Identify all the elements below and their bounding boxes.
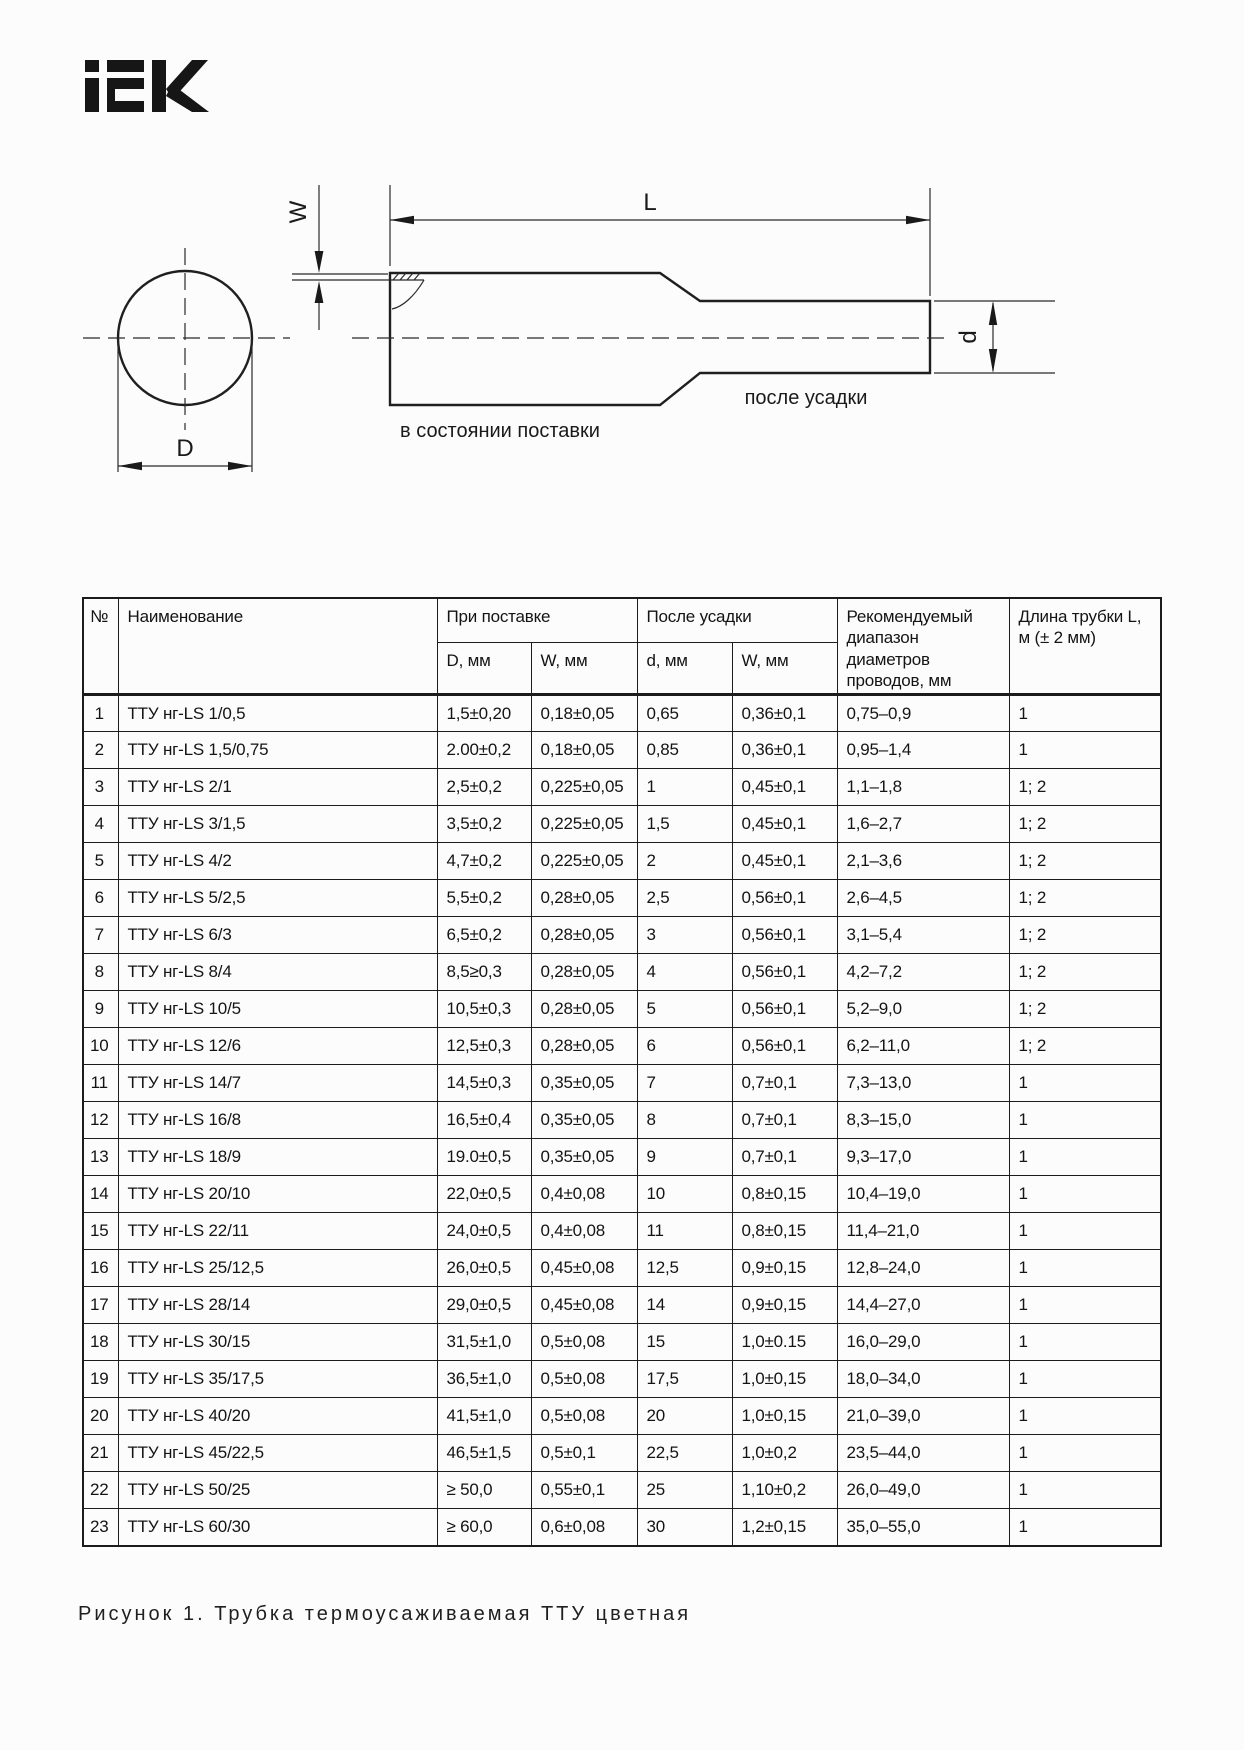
cell-w-supply: 0,5±0,08: [531, 1324, 637, 1361]
cell-w-supply: 0,5±0,1: [531, 1435, 637, 1472]
cell-length: 1: [1009, 1361, 1161, 1398]
cell-d-supply: 12,5±0,3: [437, 1028, 531, 1065]
header-range: Рекомендуемый диапазон диаметров проводов, мм: [837, 598, 1009, 695]
cell-range: 12,8–24,0: [837, 1250, 1009, 1287]
cell-name: ТТУ нг-LS 16/8: [118, 1102, 437, 1139]
header-after-group: После усадки: [637, 598, 837, 643]
cell-w-supply: 0,35±0,05: [531, 1065, 637, 1102]
cell-w-supply: 0,5±0,08: [531, 1398, 637, 1435]
cell-d-supply: 4,7±0,2: [437, 843, 531, 880]
cell-w-supply: 0,225±0,05: [531, 806, 637, 843]
cell-d-after: 9: [637, 1139, 732, 1176]
cell-length: 1: [1009, 1287, 1161, 1324]
arrow-up-icon: [989, 301, 997, 325]
cell-num: 23: [83, 1509, 118, 1546]
cell-w-after: 1,0±0,15: [732, 1398, 837, 1435]
cell-length: 1: [1009, 1472, 1161, 1509]
cell-length: 1; 2: [1009, 843, 1161, 880]
cell-name: ТТУ нг-LS 30/15: [118, 1324, 437, 1361]
logo-i-dot: [85, 60, 99, 72]
cell-num: 16: [83, 1250, 118, 1287]
cell-w-after: 0,45±0,1: [732, 806, 837, 843]
cell-length: 1: [1009, 1435, 1161, 1472]
table-row: [83, 1509, 1161, 1546]
cell-length: 1: [1009, 1398, 1161, 1435]
cell-range: 26,0–49,0: [837, 1472, 1009, 1509]
cell-d-after: 6: [637, 1028, 732, 1065]
cell-range: 2,1–3,6: [837, 843, 1009, 880]
arrow-up-icon: [315, 281, 324, 303]
cell-length: 1; 2: [1009, 1028, 1161, 1065]
cell-d-after: 15: [637, 1324, 732, 1361]
table-row: [83, 1102, 1161, 1139]
cell-num: 12: [83, 1102, 118, 1139]
cell-length: 1: [1009, 695, 1161, 732]
cell-w-supply: 0,35±0,05: [531, 1102, 637, 1139]
logo-e-top: [107, 60, 144, 72]
header-name: Наименование: [118, 598, 437, 695]
cell-w-supply: 0,28±0,05: [531, 954, 637, 991]
cell-w-after: 0,7±0,1: [732, 1065, 837, 1102]
cell-w-supply: 0,225±0,05: [531, 769, 637, 806]
cell-d-after: 11: [637, 1213, 732, 1250]
cell-num: 5: [83, 843, 118, 880]
cell-name: ТТУ нг-LS 40/20: [118, 1398, 437, 1435]
cell-w-supply: 0,4±0,08: [531, 1213, 637, 1250]
cell-d-supply: ≥ 60,0: [437, 1509, 531, 1546]
cell-length: 1: [1009, 1250, 1161, 1287]
cell-range: 0,95–1,4: [837, 732, 1009, 769]
cell-name: ТТУ нг-LS 3/1,5: [118, 806, 437, 843]
cell-w-supply: 0,4±0,08: [531, 1176, 637, 1213]
cell-length: 1: [1009, 1213, 1161, 1250]
cell-w-after: 0,7±0,1: [732, 1102, 837, 1139]
cell-d-supply: 14,5±0,3: [437, 1065, 531, 1102]
cell-d-supply: 22,0±0,5: [437, 1176, 531, 1213]
cell-w-supply: 0,28±0,05: [531, 991, 637, 1028]
cell-range: 18,0–34,0: [837, 1361, 1009, 1398]
cell-w-supply: 0,28±0,05: [531, 880, 637, 917]
cell-num: 17: [83, 1287, 118, 1324]
cell-d-supply: 8,5≥0,3: [437, 954, 531, 991]
cell-num: 2: [83, 732, 118, 769]
cell-name: ТТУ нг-LS 18/9: [118, 1139, 437, 1176]
cell-d-supply: 24,0±0,5: [437, 1213, 531, 1250]
cell-d-after: 4: [637, 954, 732, 991]
cell-w-after: 1,0±0,2: [732, 1435, 837, 1472]
table-row: [83, 1139, 1161, 1176]
cell-name: ТТУ нг-LS 20/10: [118, 1176, 437, 1213]
cell-d-supply: 46,5±1,5: [437, 1435, 531, 1472]
cell-name: ТТУ нг-LS 45/22,5: [118, 1435, 437, 1472]
cell-num: 14: [83, 1176, 118, 1213]
header-w-supply: W, мм: [531, 643, 637, 695]
cell-d-after: 8: [637, 1102, 732, 1139]
label-after-shrink: после усадки: [744, 387, 868, 409]
cell-range: 9,3–17,0: [837, 1139, 1009, 1176]
cell-d-after: 0,65: [637, 695, 732, 732]
cell-w-after: 0,45±0,1: [732, 843, 837, 880]
cell-d-after: 2: [637, 843, 732, 880]
cell-d-after: 20: [637, 1398, 732, 1435]
logo-i-stem: [85, 78, 99, 112]
cell-name: ТТУ нг-LS 1/0,5: [118, 695, 437, 732]
cell-name: ТТУ нг-LS 5/2,5: [118, 880, 437, 917]
cell-range: 35,0–55,0: [837, 1509, 1009, 1546]
cell-w-supply: 0,28±0,05: [531, 917, 637, 954]
cell-range: 2,6–4,5: [837, 880, 1009, 917]
cell-range: 0,75–0,9: [837, 695, 1009, 732]
table-row: [83, 806, 1161, 843]
cell-w-after: 0,9±0,15: [732, 1287, 837, 1324]
cell-length: 1; 2: [1009, 954, 1161, 991]
header-length: Длина трубки L, м (± 2 мм): [1009, 598, 1161, 695]
cell-num: 3: [83, 769, 118, 806]
header-supply-group: При поставке: [437, 598, 637, 643]
cell-num: 6: [83, 880, 118, 917]
cell-d-after: 7: [637, 1065, 732, 1102]
cell-range: 8,3–15,0: [837, 1102, 1009, 1139]
table-row: [83, 1361, 1161, 1398]
header-num: №: [83, 598, 118, 695]
logo-e-bottom: [107, 101, 144, 112]
wall-hatch: [392, 273, 424, 309]
dim-label-d-small: d: [955, 330, 982, 344]
cell-d-after: 3: [637, 917, 732, 954]
cell-range: 11,4–21,0: [837, 1213, 1009, 1250]
cell-name: ТТУ нг-LS 4/2: [118, 843, 437, 880]
arrow-right-icon: [906, 216, 930, 224]
table-row: [83, 1028, 1161, 1065]
cell-d-supply: 19.0±0,5: [437, 1139, 531, 1176]
cell-range: 5,2–9,0: [837, 991, 1009, 1028]
cell-name: ТТУ нг-LS 2/1: [118, 769, 437, 806]
cell-w-after: 0,36±0,1: [732, 695, 837, 732]
table-row: [83, 1287, 1161, 1324]
cell-num: 15: [83, 1213, 118, 1250]
arrow-down-icon: [315, 251, 324, 273]
table-row: [83, 1213, 1161, 1250]
cell-d-after: 30: [637, 1509, 732, 1546]
cell-num: 19: [83, 1361, 118, 1398]
cell-d-supply: 2.00±0,2: [437, 732, 531, 769]
cell-name: ТТУ нг-LS 6/3: [118, 917, 437, 954]
logo-e-mid: [107, 78, 144, 89]
cell-w-after: 0,8±0,15: [732, 1176, 837, 1213]
cell-w-supply: 0,45±0,08: [531, 1287, 637, 1324]
cell-w-after: 0,9±0,15: [732, 1250, 837, 1287]
cell-name: ТТУ нг-LS 25/12,5: [118, 1250, 437, 1287]
logo-k-stem: [152, 60, 166, 112]
cell-name: ТТУ нг-LS 8/4: [118, 954, 437, 991]
table-header: [83, 598, 1161, 695]
cell-length: 1: [1009, 1102, 1161, 1139]
table-row: [83, 843, 1161, 880]
cell-w-supply: 0,45±0,08: [531, 1250, 637, 1287]
cell-range: 23,5–44,0: [837, 1435, 1009, 1472]
cell-w-after: 0,7±0,1: [732, 1139, 837, 1176]
cell-d-after: 12,5: [637, 1250, 732, 1287]
cell-num: 21: [83, 1435, 118, 1472]
cell-range: 3,1–5,4: [837, 917, 1009, 954]
cell-name: ТТУ нг-LS 28/14: [118, 1287, 437, 1324]
cell-w-supply: 0,18±0,05: [531, 695, 637, 732]
cell-range: 4,2–7,2: [837, 954, 1009, 991]
cell-d-after: 10: [637, 1176, 732, 1213]
cell-d-supply: 3,5±0,2: [437, 806, 531, 843]
logo-k-lower-arm: [166, 84, 209, 112]
cell-w-supply: 0,18±0,05: [531, 732, 637, 769]
table-row: [83, 1176, 1161, 1213]
table-row: [83, 1250, 1161, 1287]
cell-num: 20: [83, 1398, 118, 1435]
table-row: [83, 1324, 1161, 1361]
table-row: [83, 991, 1161, 1028]
cell-name: ТТУ нг-LS 22/11: [118, 1213, 437, 1250]
cell-num: 7: [83, 917, 118, 954]
cell-range: 7,3–13,0: [837, 1065, 1009, 1102]
cell-d-after: 2,5: [637, 880, 732, 917]
cell-range: 16,0–29,0: [837, 1324, 1009, 1361]
cell-length: 1: [1009, 1509, 1161, 1546]
cell-w-after: 0,36±0,1: [732, 732, 837, 769]
cell-num: 22: [83, 1472, 118, 1509]
table-row: [83, 695, 1161, 732]
cell-length: 1; 2: [1009, 769, 1161, 806]
dimension-diagram: [0, 150, 1244, 500]
cell-w-after: 0,56±0,1: [732, 880, 837, 917]
cell-d-after: 0,85: [637, 732, 732, 769]
cell-w-supply: 0,5±0,08: [531, 1361, 637, 1398]
cell-d-after: 25: [637, 1472, 732, 1509]
cell-w-supply: 0,28±0,05: [531, 1028, 637, 1065]
cell-length: 1: [1009, 1139, 1161, 1176]
cell-length: 1; 2: [1009, 991, 1161, 1028]
cell-num: 4: [83, 806, 118, 843]
cell-d-after: 1,5: [637, 806, 732, 843]
spec-table: [82, 597, 1162, 1547]
cell-d-supply: ≥ 50,0: [437, 1472, 531, 1509]
iek-logo: [75, 52, 225, 122]
cell-num: 1: [83, 695, 118, 732]
cell-d-after: 5: [637, 991, 732, 1028]
label-supply-state: в состоянии поставки: [400, 420, 600, 442]
cell-d-supply: 29,0±0,5: [437, 1287, 531, 1324]
cell-w-after: 0,56±0,1: [732, 1028, 837, 1065]
cell-w-after: 0,45±0,1: [732, 769, 837, 806]
cell-num: 9: [83, 991, 118, 1028]
table-row: [83, 1435, 1161, 1472]
dim-label-l: L: [643, 189, 657, 216]
cell-w-after: 1,0±0.15: [732, 1324, 837, 1361]
cell-length: 1: [1009, 1324, 1161, 1361]
cell-d-supply: 31,5±1,0: [437, 1324, 531, 1361]
cell-name: ТТУ нг-LS 60/30: [118, 1509, 437, 1546]
header-d-supply: D, мм: [437, 643, 531, 695]
cell-d-supply: 36,5±1,0: [437, 1361, 531, 1398]
cell-d-after: 17,5: [637, 1361, 732, 1398]
tube-outline: [390, 273, 930, 405]
cell-d-after: 14: [637, 1287, 732, 1324]
cell-d-after: 1: [637, 769, 732, 806]
cell-length: 1; 2: [1009, 806, 1161, 843]
cell-w-after: 0,8±0,15: [732, 1213, 837, 1250]
cell-w-supply: 0,55±0,1: [531, 1472, 637, 1509]
table-row: [83, 1472, 1161, 1509]
cell-name: ТТУ нг-LS 35/17,5: [118, 1361, 437, 1398]
cell-range: 21,0–39,0: [837, 1398, 1009, 1435]
header-w-after: W, мм: [732, 643, 837, 695]
cell-num: 8: [83, 954, 118, 991]
arrow-left-icon: [390, 216, 414, 224]
cell-d-supply: 5,5±0,2: [437, 880, 531, 917]
table-row: [83, 880, 1161, 917]
cell-range: 10,4–19,0: [837, 1176, 1009, 1213]
cell-d-supply: 2,5±0,2: [437, 769, 531, 806]
cell-name: ТТУ нг-LS 10/5: [118, 991, 437, 1028]
table-row: [83, 732, 1161, 769]
cell-name: ТТУ нг-LS 1,5/0,75: [118, 732, 437, 769]
cell-range: 1,1–1,8: [837, 769, 1009, 806]
cell-d-supply: 10,5±0,3: [437, 991, 531, 1028]
cell-d-supply: 1,5±0,20: [437, 695, 531, 732]
cell-d-supply: 26,0±0,5: [437, 1250, 531, 1287]
cell-w-supply: 0,225±0,05: [531, 843, 637, 880]
cell-num: 13: [83, 1139, 118, 1176]
arrow-right-icon: [228, 462, 252, 470]
cell-d-supply: 41,5±1,0: [437, 1398, 531, 1435]
arrow-down-icon: [989, 349, 997, 373]
cell-w-supply: 0,6±0,08: [531, 1509, 637, 1546]
table-row: [83, 1065, 1161, 1102]
cell-range: 6,2–11,0: [837, 1028, 1009, 1065]
cell-length: 1: [1009, 1176, 1161, 1213]
figure-caption: Рисунок 1. Трубка термоусаживаемая ТТУ цветная: [78, 1603, 692, 1625]
cell-w-after: 0,56±0,1: [732, 991, 837, 1028]
cell-d-supply: 6,5±0,2: [437, 917, 531, 954]
dim-label-d-large: D: [176, 435, 194, 462]
cell-w-supply: 0,35±0,05: [531, 1139, 637, 1176]
cell-num: 10: [83, 1028, 118, 1065]
cell-length: 1; 2: [1009, 880, 1161, 917]
cell-name: ТТУ нг-LS 12/6: [118, 1028, 437, 1065]
table-row: [83, 954, 1161, 991]
cell-name: ТТУ нг-LS 50/25: [118, 1472, 437, 1509]
cell-w-after: 0,56±0,1: [732, 917, 837, 954]
table-row: [83, 1398, 1161, 1435]
table-row: [83, 917, 1161, 954]
cell-num: 11: [83, 1065, 118, 1102]
cell-w-after: 1,10±0,2: [732, 1472, 837, 1509]
cell-length: 1; 2: [1009, 917, 1161, 954]
dim-label-w: W: [285, 200, 312, 224]
arrow-left-icon: [118, 462, 142, 470]
cell-num: 18: [83, 1324, 118, 1361]
table-body: [83, 695, 1161, 1546]
cell-range: 14,4–27,0: [837, 1287, 1009, 1324]
table-row: [83, 769, 1161, 806]
cell-length: 1: [1009, 732, 1161, 769]
cell-w-after: 0,56±0,1: [732, 954, 837, 991]
cell-d-supply: 16,5±0,4: [437, 1102, 531, 1139]
cell-range: 1,6–2,7: [837, 806, 1009, 843]
cell-w-after: 1,0±0,15: [732, 1361, 837, 1398]
header-d-after: d, мм: [637, 643, 732, 695]
cell-name: ТТУ нг-LS 14/7: [118, 1065, 437, 1102]
cell-length: 1: [1009, 1065, 1161, 1102]
cell-d-after: 22,5: [637, 1435, 732, 1472]
cell-w-after: 1,2±0,15: [732, 1509, 837, 1546]
